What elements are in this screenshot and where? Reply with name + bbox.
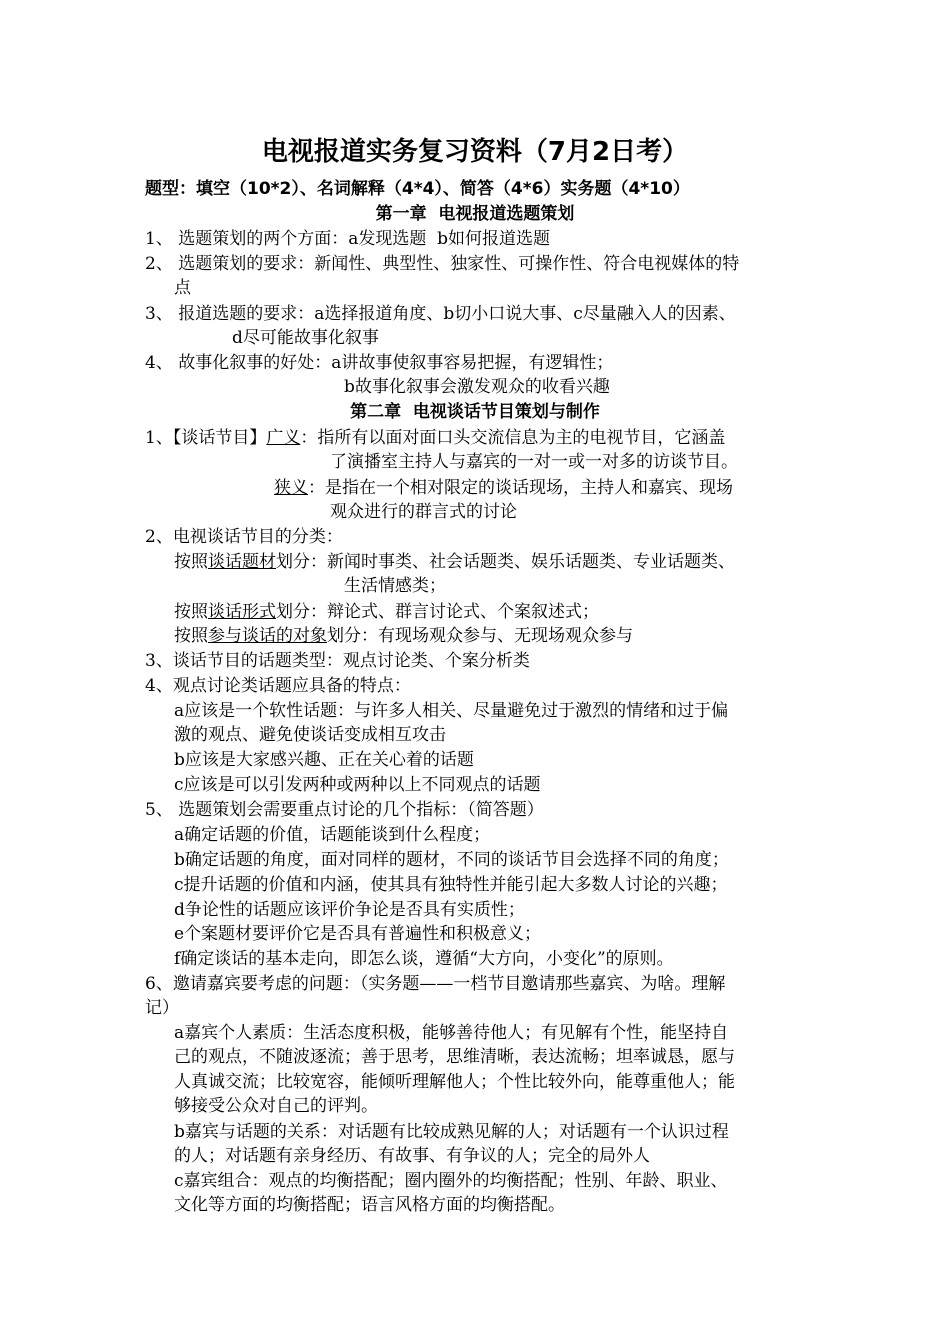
- ch2-item-6a-line4: 够接受公众对自己的评判。: [174, 1096, 378, 1116]
- ch2-item-4: 4、观点讨论类话题应具备的特点：: [145, 676, 411, 696]
- ch2-item-4b: b应该是大家感兴趣、正在关心着的话题: [174, 750, 474, 770]
- ch2-item-2: 2、电视谈话节目的分类：: [145, 527, 343, 547]
- ch2-item-6a-line2: 己的观点，不随波逐流；善于思考，思维清晰，表达流畅；坦率诚恳，愿与: [174, 1047, 735, 1067]
- ch1-item-4-cont: b故事化叙事会激发观众的收看兴趣: [344, 377, 610, 397]
- ch2-item-6: 6、邀请嘉宾要考虑的问题：（实务题——一档节目邀请那些嘉宾、为啥。理解: [145, 974, 726, 994]
- classification-by-topic: [174, 550, 735, 574]
- ch2-item-6b-line1: b嘉宾与话题的关系：对话题有比较成熟见解的人；对话题有一个认识过程: [174, 1122, 729, 1142]
- ch1-item-2: 2、 选题策划的要求：新闻性、典型性、独家性、可操作性、符合电视媒体的特: [145, 254, 740, 274]
- by-label: 按照: [174, 552, 208, 572]
- ch2-item-6b-line2: 的人；对话题有亲身经历、有故事、有争议的人；完全的局外人: [174, 1146, 650, 1166]
- question-types: 题型：填空（10*2）、名词解释（4*4）、简答（4*6）实务题（4*10）: [145, 179, 690, 199]
- ch2-item-5: 5、 选题策划会需要重点讨论的几个指标：（简答题）: [145, 800, 544, 820]
- narrow-definition-text: ：是指在一个相对限定的谈话现场，主持人和嘉宾、现场: [308, 478, 733, 498]
- talk-show-term: 1、【谈话节目】: [145, 428, 267, 448]
- ch2-item-6-cont: 记）: [145, 998, 179, 1018]
- form-term: 谈话形式: [208, 602, 276, 622]
- ch2-item-5e: e个案题材要评价它是否具有普遍性和积极意义；: [174, 924, 542, 944]
- topic-term: 谈话题材: [208, 552, 276, 572]
- ch2-item-5f: f确定谈话的基本走向，即怎么谈，遵循“大方向，小变化”的原则。: [174, 949, 674, 969]
- ch1-item-2-cont: 点: [174, 278, 191, 298]
- ch2-item-4a-cont: 激的观点、避免使谈话变成相互攻击: [174, 725, 446, 745]
- ch2-item-6c-line1: c嘉宾组合：观点的均衡搭配；圈内圈外的均衡搭配；性别、年龄、职业、: [174, 1171, 728, 1191]
- document-title: 电视报道实务复习资料（7月2日考）: [261, 137, 689, 167]
- participant-term: 参与谈话的对象: [208, 626, 327, 646]
- ch2-item-1-broad-cont: 了演播室主持人与嘉宾的一对一或一对多的访谈节目。: [330, 452, 738, 472]
- broad-definition-term: 广义: [266, 428, 301, 448]
- ch1-item-3: 3、 报道选题的要求：a选择报道角度、b切小口说大事、c尽量融入人的因素、: [145, 304, 736, 324]
- ch2-item-5a: a确定话题的价值，话题能谈到什么程度；: [174, 825, 491, 845]
- ch2-item-6c-line2: 文化等方面的均衡搭配；语言风格方面的均衡搭配。: [174, 1195, 565, 1215]
- ch2-item-1-narrow: [274, 476, 733, 500]
- ch2-item-5b: b确定话题的角度，面对同样的题材，不同的谈话节目会选择不同的角度；: [174, 850, 729, 870]
- classification-by-form: [174, 600, 599, 624]
- ch2-item-6a-line3: 人真诚交流；比较宽容，能倾听理解他人；个性比较外向，能尊重他人；能: [174, 1072, 735, 1092]
- by-label: 按照: [174, 602, 208, 622]
- ch2-item-5d: d争论性的话题应该评价争论是否具有实质性；: [174, 900, 525, 920]
- classification-by-topic-cont: 生活情感类；: [344, 576, 446, 596]
- participant-text: 划分：有现场观众参与、无现场观众参与: [327, 626, 633, 646]
- classification-by-participant: [174, 624, 633, 648]
- ch2-item-1: [145, 426, 725, 450]
- ch1-item-4: 4、 故事化叙事的好处：a讲故事使叙事容易把握，有逻辑性；: [145, 353, 614, 373]
- ch1-item-3-cont: d尽可能故事化叙事: [232, 328, 379, 348]
- ch2-item-4c: c应该是可以引发两种或两种以上不同观点的话题: [174, 775, 541, 795]
- ch2-item-5c: c提升话题的价值和内涵，使其具有独特性并能引起大多数人讨论的兴趣；: [174, 875, 728, 895]
- chapter-1-heading: 第一章 电视报道选题策划: [375, 204, 575, 224]
- ch2-item-4a: a应该是一个软性话题：与许多人相关、尽量避免过于激烈的情绪和过于偏: [174, 701, 729, 721]
- topic-text: 划分：新闻时事类、社会话题类、娱乐话题类、专业话题类、: [276, 552, 735, 572]
- ch2-item-3: 3、谈话节目的话题类型：观点讨论类、个案分析类: [145, 651, 530, 671]
- ch2-item-6a-line1: a嘉宾个人素质：生活态度积极，能够善待他人；有见解有个性，能坚持自: [174, 1023, 729, 1043]
- ch1-item-1: 1、 选题策划的两个方面：a发现选题 b如何报道选题: [145, 229, 551, 249]
- narrow-definition-term: 狭义: [274, 478, 308, 498]
- by-label: 按照: [174, 626, 208, 646]
- ch2-item-1-narrow-cont: 观众进行的群言式的讨论: [330, 502, 517, 522]
- chapter-2-heading: 第二章 电视谈话节目策划与制作: [350, 402, 600, 422]
- broad-definition-text: ：指所有以面对面口头交流信息为主的电视节目，它涵盖: [300, 428, 726, 448]
- form-text: 划分：辩论式、群言讨论式、个案叙述式；: [276, 602, 599, 622]
